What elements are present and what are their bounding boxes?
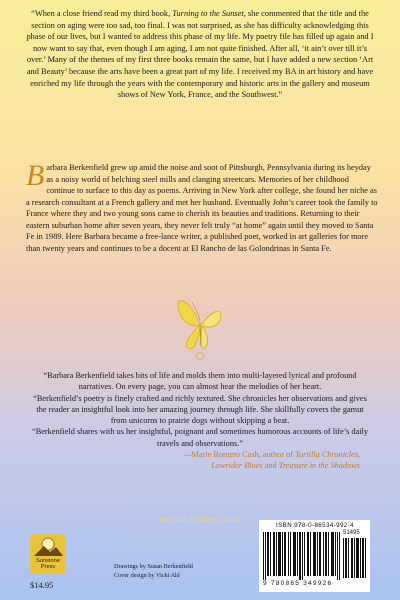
praise-quote-1: “Barbara Berkenfield takes bits of life and molds them into multi-layered lyrical and profound narratives. On every page, you can almost hear the melodies of her heart. [43,371,357,392]
readers-guide-note: Includes Readers Guide [158,514,242,524]
credits [114,562,193,580]
bio-dropcap: B [26,159,45,192]
attribution-work-1: Tortilla Chronicles [295,450,358,460]
quote-text-start: “When a close friend read my third book, [31,9,173,18]
attribution-work-3: Treasure in the Shadows [278,461,360,471]
attribution-work-2: Lowrider Blues [211,461,263,471]
praise-section [30,370,370,472]
price: $14.95 [30,580,54,590]
bio-text: arbara Berkenfield grew up amid the noise and soot of Pittsburgh, Pennsylvania during its heyday as a noisy world of belching steel mills and clanging streetcars. Memories of her childhood continue to surface to this day as poems. Arriving in New York after college, she found her niche as a research consultant at a French gallery and met her husband. Eventually John’s career took the family to France where they and two young sons came to cherish its beauties and traditions. Returning to their eastern suburban home after seven years, they never felt truly “at home” again until they moved to Santa Fe in 1989. Here Barbara became a free-lance writer, a published poet, worked in art galleries for more than twenty years and continues to be a docent at El Rancho de las Golondrinas in Santa Fe. [26,163,378,253]
butterfly-icon [170,284,230,364]
author-quote [26,8,374,101]
addon-barcode-icon [343,538,367,578]
ean-number: 9 780865 349926 [263,580,333,587]
attribution-name: —Marie Romero Cash, author of [183,450,296,460]
publisher-name: Sunstone Press [36,558,60,570]
quote-book-title: Turning to the Sunset [172,9,244,18]
credit-drawings: Drawings by Susan Berkenfield [114,563,193,570]
sunstone-logo-icon [30,534,66,558]
attribution-sep-1: , [357,450,360,460]
praise-attribution [30,449,370,472]
isbn-label: ISBN 978-0-86534-992-4 [276,522,354,529]
praise-quote-2: “Berkenfield’s poetry is finely crafted and richly textured. She chronicles her observations and gives the reader an insightful look into her amazing journey through life. She skillfully covers the gamut from unicorns to prairie dogs without skipping a beat. [33,393,367,426]
addon-price-code: 51495 [343,530,360,536]
attribution-sep-2: and [262,461,279,471]
publisher-logo [30,534,66,574]
credit-cover: Cover design by Vicki Ahl [114,572,180,579]
ean-barcode-icon [263,532,341,580]
praise-quote-3: “Berkenfield shares with us her insightful, poignant and sometimes humorous accounts of life’s daily travels and observations.” [32,427,368,448]
quote-text-rest: , she commented that the title and the section on aging were too sad, too final. I was not surprised, as she has difficulty acknowledging this phase of our lives, but I wanted to address this phase of my life. My poetry file has filled up again and I now want to say that, even though I am aging, I am not quite finished. After all, ‘it ain’t over till it’s over.’ Many of the themes of my first three books remain the same, but I have added a new section ‘Art and Beauty’ because the arts have been a great part of my life. I received my BA in art history and have enriched my life through the years with the contemporary and historic arts in the gallery and museum shows of New York, France, and the Southwest.” [26,9,374,100]
barcode [259,520,370,592]
author-bio [26,159,378,254]
